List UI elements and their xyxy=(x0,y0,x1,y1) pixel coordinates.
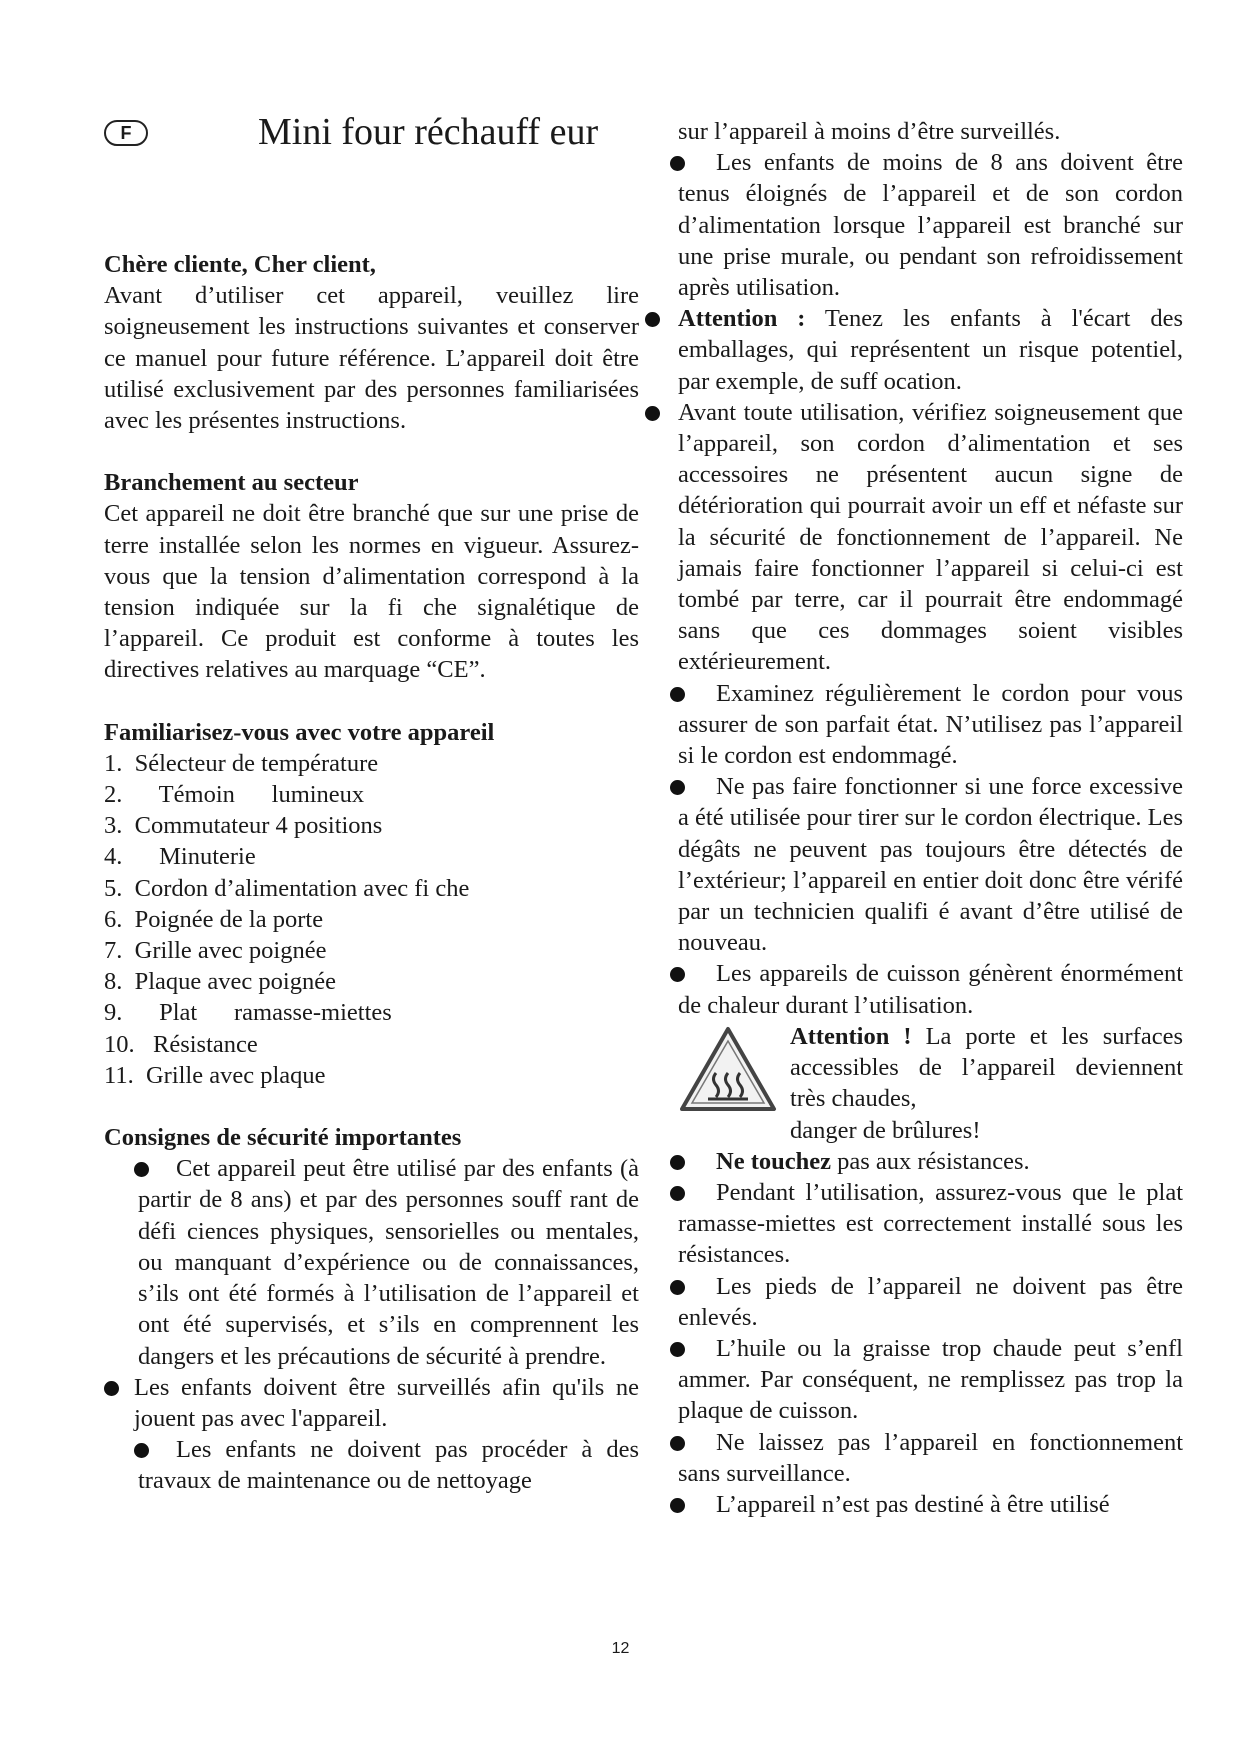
safety-bullet: Les enfants doivent être surveillés afin qu'ils ne jouent pas avec l'appareil. xyxy=(104,1372,639,1434)
branchement-heading: Branchement au secteur xyxy=(104,469,359,497)
list-item: 11. Grille avec plaque xyxy=(104,1061,326,1089)
safety-bullet: Pendant l’utilisation, assurez-vous que le plat ramasse-miettes est correctement installé sous les résistances. xyxy=(678,1177,1183,1271)
list-item: 3. Commutateur 4 positions xyxy=(104,812,383,840)
safety-heading: Consignes de sécurité importantes xyxy=(104,1124,462,1152)
list-item: 7. Grille avec poignée xyxy=(104,937,327,965)
list-item: 10. Résistance xyxy=(104,1030,258,1058)
page-title: Mini four réchauff eur xyxy=(258,111,599,153)
safety-bullet: Ne pas faire fonctionner si une force excessive a été utilisée pour tirer sur le cordon électrique. Les dégâts ne peuvent pas toujours être détectés de l’extérieur; l’appareil en entier doit donc être vérifé par un technicien qualifi é avant d’être utilisé de nouveau. xyxy=(678,771,1183,958)
list-item: 5. Cordon d’alimentation avec fi che xyxy=(104,874,470,902)
list-item: 9. Plat ramasse-miettes xyxy=(104,999,392,1027)
language-badge: F xyxy=(104,120,148,146)
bullet-icon xyxy=(670,1498,685,1513)
bullet-icon xyxy=(670,1342,685,1357)
safety-bullet: Les appareils de cuisson génèrent énormément de chaleur durant l’utilisation. xyxy=(678,958,1183,1020)
list-item: 8. Plaque avec poignée xyxy=(104,968,336,996)
list-item: 4. Minuterie xyxy=(104,843,256,871)
bullet-icon xyxy=(670,1280,685,1295)
safety-bullet: Examinez régulièrement le cordon pour vous assurer de son parfait état. N’utilisez pas l’appareil si le cordon est endommagé. xyxy=(678,678,1183,772)
greeting: Chère cliente, Cher client, xyxy=(104,251,376,278)
list-item: 2. Témoin lumineux xyxy=(104,781,365,809)
list-item: 1. Sélecteur de température xyxy=(104,749,379,777)
safety-bullet: Cet appareil peut être utilisé par des enfants (à partir de 8 ans) et par des personnes souff rant de défi ciences physiques, sensorielles ou mentales, ou manquant d’expérience ou de connaissances, s’ils ont été formés à l’utilisation de l’appareil et ont été supervisés, et s’ils en comprennent les dangers et les précautions de sécurité à prendre. xyxy=(104,1153,639,1371)
bullet-icon xyxy=(670,687,685,702)
safety-bullet: Les enfants ne doivent pas procéder à des travaux de maintenance ou de nettoyage xyxy=(104,1434,639,1496)
left-column xyxy=(104,249,639,1497)
right-column xyxy=(678,116,1183,1520)
bullet-icon xyxy=(645,312,660,327)
bullet-icon xyxy=(670,1436,685,1451)
parts-list xyxy=(104,748,639,1091)
safety-bullet: Ne laissez pas l’appareil en fonctionnement sans surveillance. xyxy=(678,1427,1183,1489)
intro-paragraph: Avant d’utiliser cet appareil, veuillez lire soigneusement les instructions suivantes et conserver ce manuel pour future référence. L’appareil doit être utilisé exclusivement par des personnes familiarisées avec les présentes instructions. xyxy=(104,282,639,435)
bullet-icon xyxy=(104,1381,119,1396)
page-number: 12 xyxy=(611,1640,630,1657)
bullet-icon xyxy=(645,406,660,421)
hot-surface-warning-icon xyxy=(678,1025,778,1113)
safety-bullet: Les pieds de l’appareil ne doivent pas être enlevés. xyxy=(678,1271,1183,1333)
safety-bullet: Attention : Tenez les enfants à l'écart des emballages, qui représentent un risque potentiel, par exemple, de suff ocation. xyxy=(678,303,1183,397)
bullet-icon xyxy=(670,1155,685,1170)
parts-heading: Familiarisez-vous avec votre appareil xyxy=(104,718,495,746)
bullet-icon xyxy=(670,1186,685,1201)
list-item: 6. Poignée de la porte xyxy=(104,905,324,933)
safety-bullet: L’appareil n’est pas destiné à être utilisé xyxy=(678,1489,1183,1520)
safety-bullet: Les enfants de moins de 8 ans doivent être tenus éloignés de l’appareil et de son cordon d’alimentation lorsque l’appareil est branché sur une prise murale, ou pendant son refroidissement après utilisation. xyxy=(678,147,1183,303)
safety-bullet: L’huile ou la graisse trop chaude peut s’enfl ammer. Par conséquent, ne remplissez pas trop la plaque de cuisson. xyxy=(678,1333,1183,1427)
hot-surface-warning: Attention ! La porte et les surfaces accessibles de l’appareil deviennent très chaudes, danger de brûlures! xyxy=(678,1021,1183,1146)
safety-bullet: Avant toute utilisation, vérifiez soigneusement que l’appareil, son cordon d’alimentation et ses accessoires ne présentent aucun signe de détérioration qui pourrait avoir un eff et néfaste sur la sécurité de fonctionnement de l’appareil. Ne jamais faire fonctionner l’appareil si celui-ci est tombé par terre, car il pourrait être endommagé sans que ces dommages soient visibles extérieurement. xyxy=(678,397,1183,678)
safety-bullet: Ne touchez pas aux résistances. xyxy=(678,1146,1183,1177)
continuation-line: sur l’appareil à moins d’être surveillés. xyxy=(678,118,1061,145)
branchement-paragraph: Cet appareil ne doit être branché que sur une prise de terre installée selon les normes en vigueur. Assurez-vous que la tension d’alimentation correspond à la tension indiquée sur la fi che signalétique de l’appareil. Ce produit est conforme à toutes les directives relatives au marquage “CE”. xyxy=(104,500,639,684)
